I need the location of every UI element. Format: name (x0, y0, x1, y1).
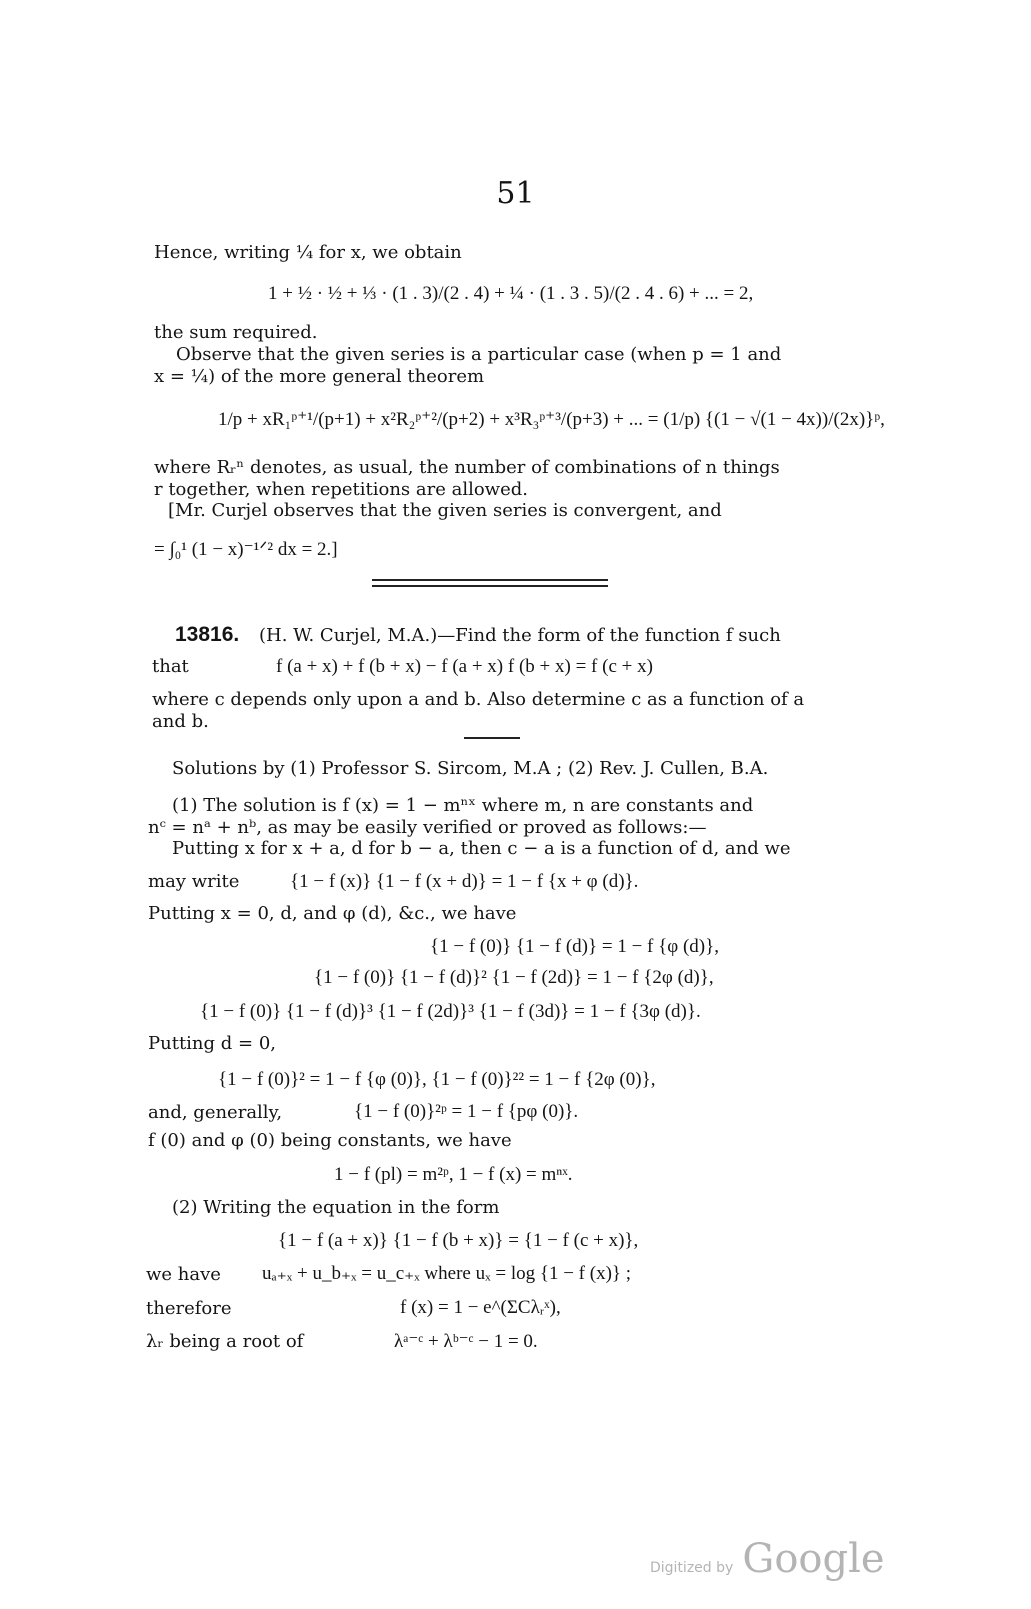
text-line: x = ¼) of the more general theorem (154, 366, 485, 387)
section-divider (372, 579, 608, 581)
equation: 1 − f (pl) = m²ᵖ, 1 − f (x) = mⁿˣ. (334, 1164, 573, 1185)
google-logo: Google (742, 1536, 885, 1582)
equation: {1 − f (0)} {1 − f (d)}³ {1 − f (2d)}³ {1 − f (3d)} = 1 − f {3φ (d)}. (200, 1001, 701, 1022)
text-line: may write (148, 871, 240, 892)
equation: = ∫₀¹ (1 − x)⁻¹ᐟ² dx = 2.] (154, 539, 338, 560)
digitized-watermark (650, 1536, 885, 1582)
solutions-heading: Solutions by (1) Professor S. Sircom, M.A ; (2) Rev. J. Cullen, B.A. (172, 758, 769, 779)
equation: f (a + x) + f (b + x) − f (a + x) f (b + x) = f (c + x) (276, 656, 653, 677)
equation: uₐ₊ₓ + u_b₊ₓ = u_c₊ₓ where uₓ = log {1 − f (x)} ; (262, 1263, 632, 1284)
equation: f (x) = 1 − e^(ΣCλᵣˣ), (400, 1297, 561, 1318)
section-divider (372, 585, 608, 587)
text-line: nᶜ = nᵃ + nᵇ, as may be easily verified or proved as follows:— (148, 817, 707, 838)
equation: {1 − f (0)}² = 1 − f {φ (0)}, {1 − f (0)}²² = 1 − f {2φ (0)}, (218, 1069, 656, 1090)
text-line: Putting d = 0, (148, 1033, 276, 1054)
equation: {1 − f (0)} {1 − f (d)}² {1 − f (2d)} = 1 − f {2φ (d)}, (314, 967, 714, 988)
text-line: Putting x = 0, d, and φ (d), &c., we have (148, 903, 517, 924)
text-line: r together, when repetitions are allowed. (154, 479, 528, 500)
text-line: that (152, 656, 189, 677)
problem-statement (175, 624, 781, 647)
problem-text: (H. W. Curjel, M.A.)—Find the form of the function f such (258, 625, 781, 646)
text-line: and b. (152, 711, 209, 732)
text-line: and, generally, (148, 1102, 283, 1123)
short-divider (464, 737, 520, 739)
equation: {1 − f (0)} {1 − f (d)} = 1 − f {φ (d)}, (430, 936, 719, 957)
text-line: (1) The solution is f (x) = 1 − mⁿˣ where m, n are constants and (172, 795, 754, 816)
equation: {1 − f (x)} {1 − f (x + d)} = 1 − f {x + φ (d)}. (290, 871, 639, 892)
text-line: λᵣ being a root of (146, 1331, 304, 1352)
text-line: f (0) and φ (0) being constants, we have (148, 1130, 512, 1151)
text-line: where c depends only upon a and b. Also determine c as a function of a (152, 689, 805, 710)
text-line: we have (146, 1264, 221, 1285)
text-line: the sum required. (154, 322, 318, 343)
equation: 1/p + xR₁ᵖ⁺¹/(p+1) + x²R₂ᵖ⁺²/(p+2) + x³R₃ᵖ⁺³/(p+3) + ... = (1/p) {(1 − √(1 − 4x))/(2x)}ᵖ, (218, 409, 885, 430)
equation: λᵃ⁻ᶜ + λᵇ⁻ᶜ − 1 = 0. (394, 1331, 538, 1352)
text-line: therefore (146, 1298, 232, 1319)
text-line: (2) Writing the equation in the form (172, 1197, 500, 1218)
equation: {1 − f (a + x)} {1 − f (b + x)} = {1 − f (c + x)}, (278, 1230, 639, 1251)
equation: 1 + ½ · ½ + ⅓ · (1 . 3)/(2 . 4) + ¼ · (1 . 3 . 5)/(2 . 4 . 6) + ... = 2, (268, 283, 754, 304)
text-line: [Mr. Curjel observes that the given series is convergent, and (168, 500, 722, 521)
text-line: Hence, writing ¼ for x, we obtain (154, 242, 462, 263)
text-line: Putting x for x + a, d for b − a, then c − a is a function of d, and we (172, 838, 791, 859)
digitized-label: Digitized by (650, 1560, 734, 1576)
page-number: 51 (496, 176, 535, 211)
problem-number: 13816. (175, 623, 240, 646)
text-line: Observe that the given series is a particular case (when p = 1 and (176, 344, 782, 365)
text-line: where Rᵣⁿ denotes, as usual, the number of combinations of n things (154, 457, 780, 478)
equation: {1 − f (0)}²ᵖ = 1 − f {pφ (0)}. (354, 1101, 579, 1122)
